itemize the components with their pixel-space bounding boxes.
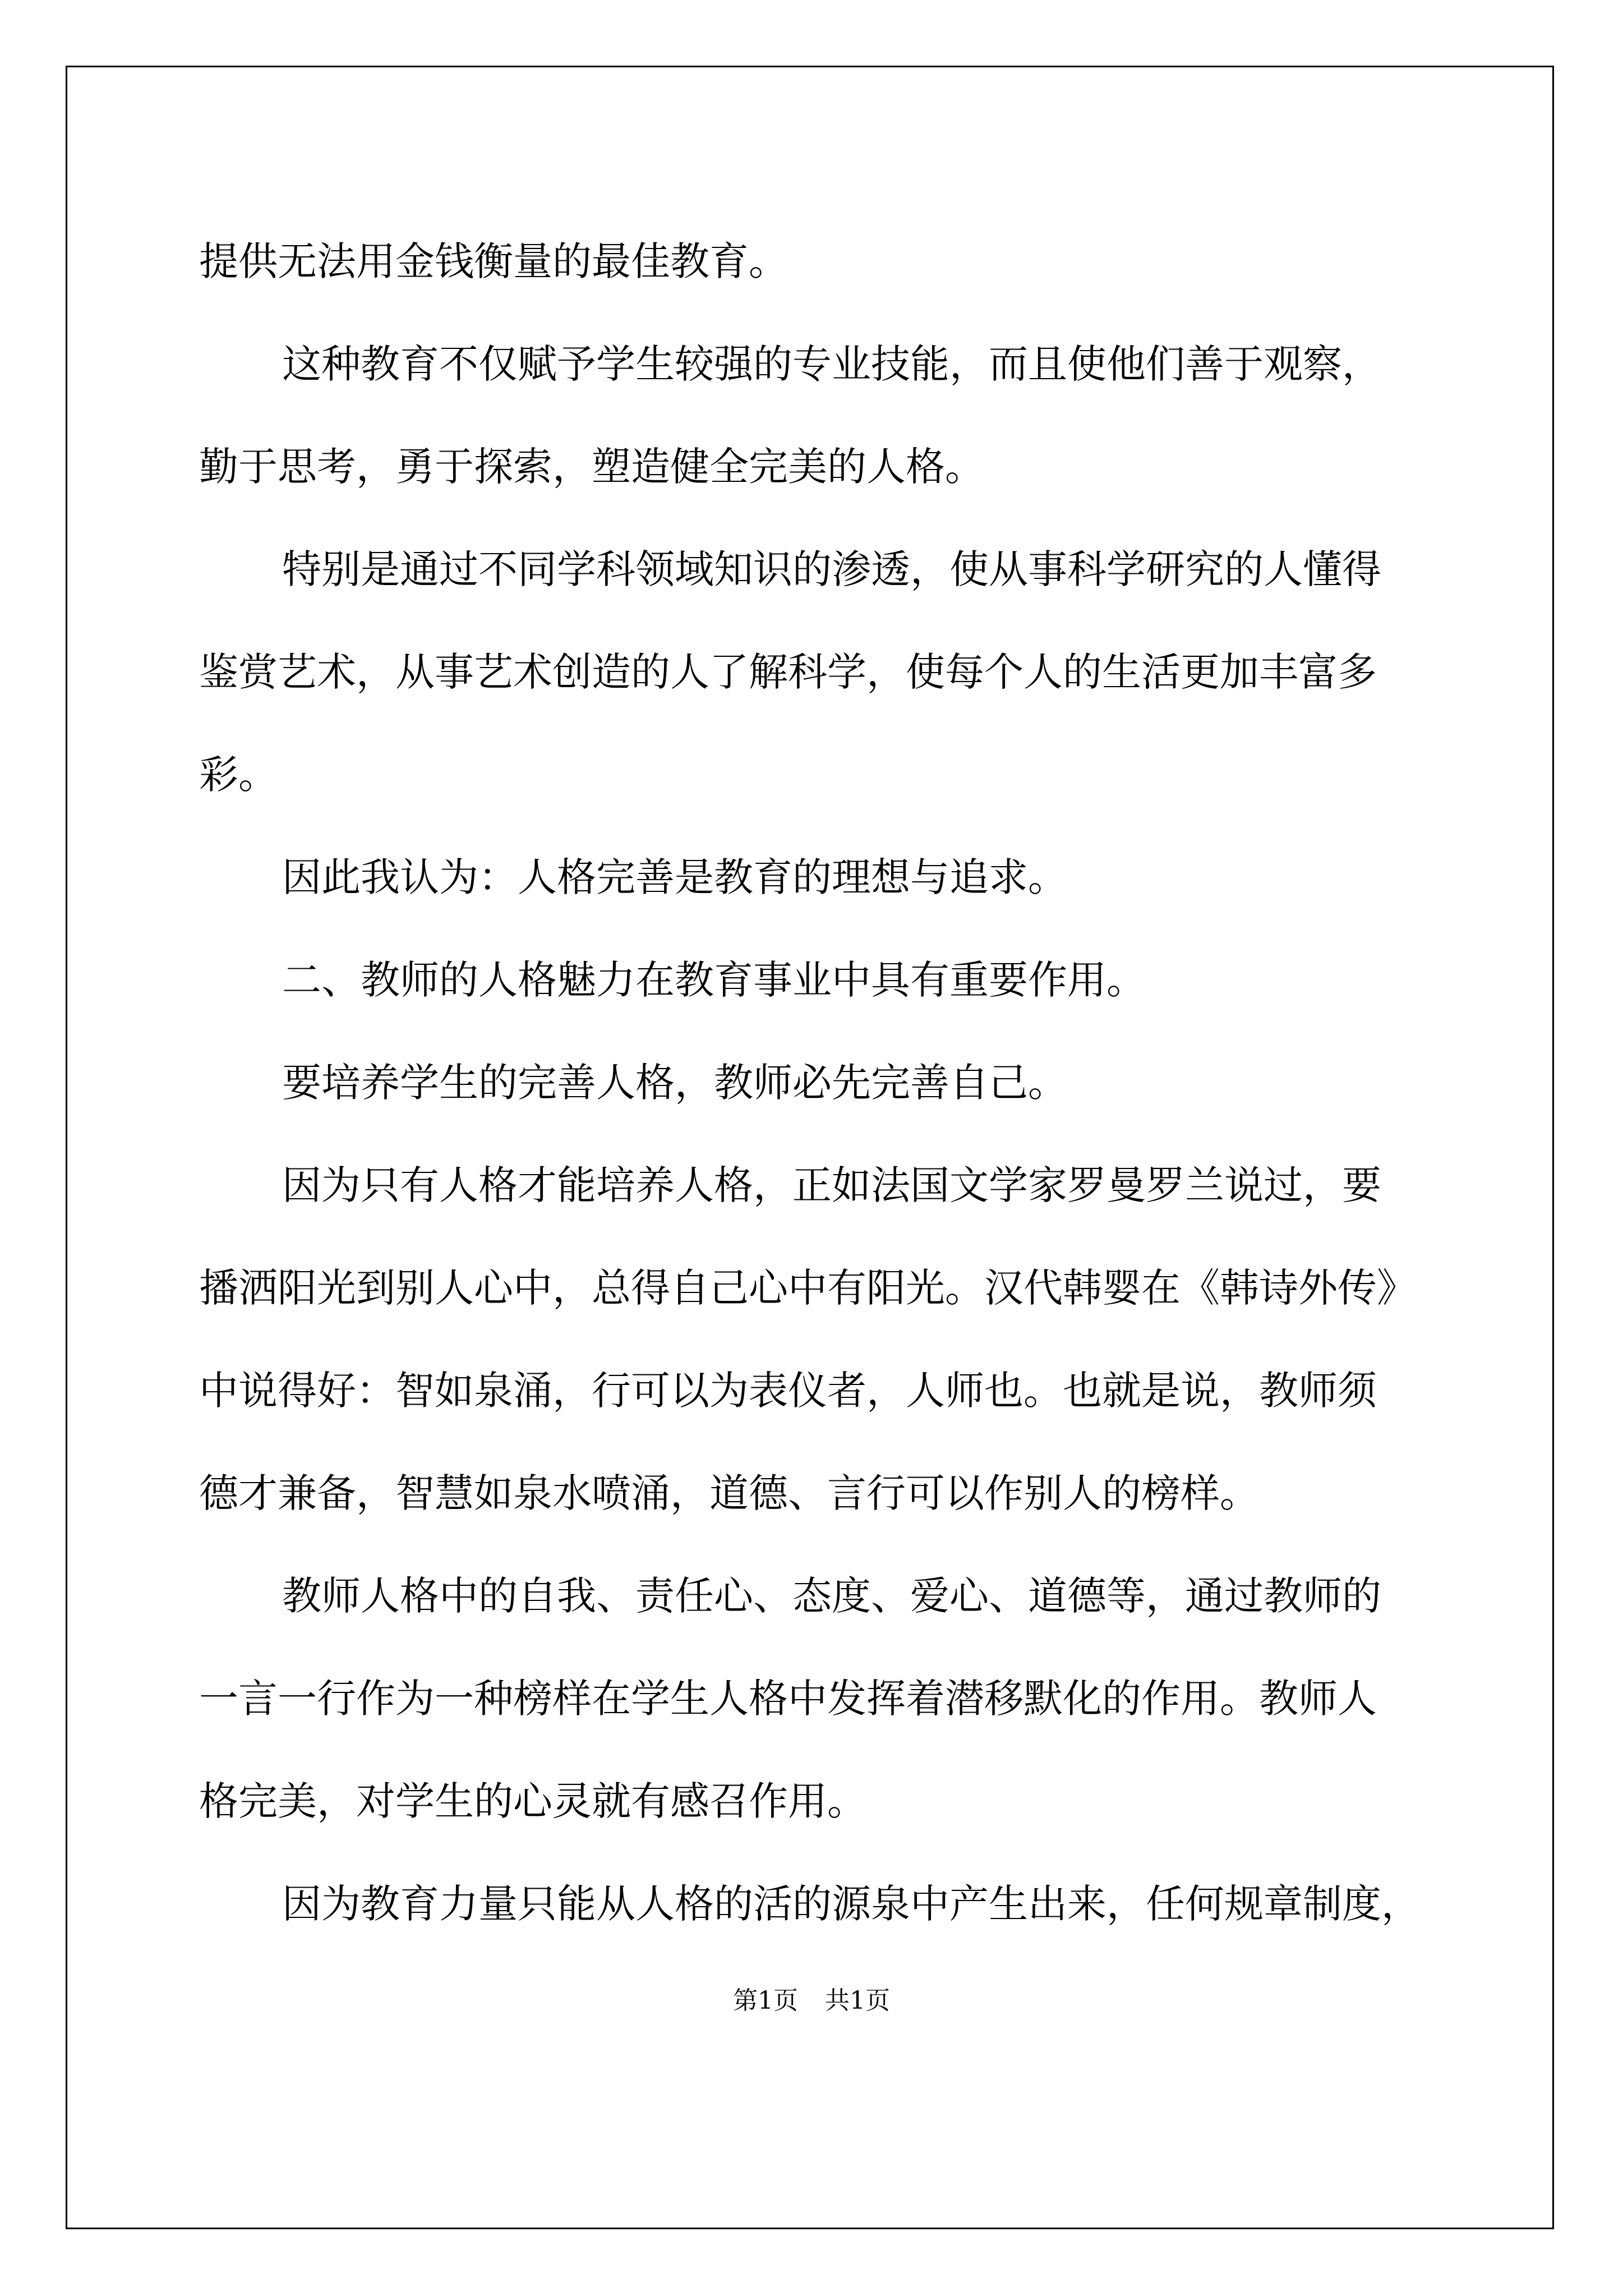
text-line-13: 德才兼备，智慧如泉水喷涌，道德、言行可以作别人的榜样。 [199,1470,1259,1516]
text-line-10: 因为只有人格才能培养人格，正如法国文学家罗曼罗兰说过，要 [282,1162,1381,1208]
text-line-14: 教师人格中的自我、责任心、态度、爱心、道德等，通过教师的 [282,1573,1381,1619]
text-line-4: 特别是通过不同学科领域知识的渗透，使从事科学研究的人懂得 [282,546,1381,592]
text-line-15: 一言一行作为一种榜样在学生人格中发挥着潜移默化的作用。教师人 [199,1676,1377,1722]
text-line-12: 中说得好：智如泉涌，行可以为表仪者，人师也。也就是说，教师须 [199,1368,1377,1414]
text-line-17: 因为教育力量只能从人格的活的源泉中产生出来，任何规章制度， [282,1881,1421,1927]
text-line-3: 勤于思考，勇于探索，塑造健全完美的人格。 [199,444,984,490]
text-line-2: 这种教育不仅赋予学生较强的专业技能，而且使他们善于观察， [282,341,1381,387]
text-line-7: 因此我认为：人格完善是教育的理想与追求。 [282,854,1067,900]
text-line-8: 二、教师的人格魅力在教育事业中具有重要作用。 [282,957,1146,1003]
text-line-1: 提供无法用金钱衡量的最佳教育。 [199,238,788,284]
page-footer [0,1980,1623,2016]
document-body [199,210,1433,1955]
text-line-6: 彩。 [199,752,278,798]
text-line-9: 要培养学生的完善人格，教师必先完善自己。 [282,1060,1067,1106]
text-line-16: 格完美，对学生的心灵就有感召作用。 [199,1778,866,1824]
page-number-current: 第1页 [733,1986,798,2015]
text-line-11: 播洒阳光到别人心中，总得自己心中有阳光。汉代韩婴在《韩诗外传》 [199,1265,1416,1311]
text-line-5: 鉴赏艺术，从事艺术创造的人了解科学，使每个人的生活更加丰富多 [199,649,1377,695]
page-number-total: 共1页 [825,1986,890,2015]
